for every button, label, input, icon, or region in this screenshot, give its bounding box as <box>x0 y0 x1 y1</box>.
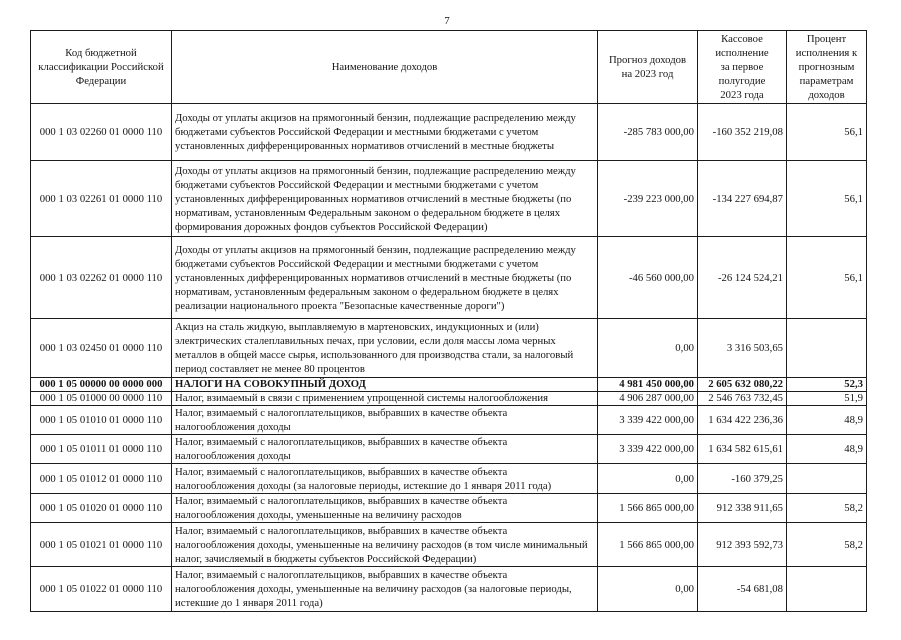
execution-value: 2 605 632 080,22 <box>698 378 787 392</box>
percent-value: 56,1 <box>787 237 867 319</box>
header-line: Кассовое <box>721 33 763 45</box>
budget-code: 000 1 05 01010 01 0000 110 <box>31 406 172 435</box>
income-name-line: установленных дифференцированных нормативов отчислений в местные бюджеты (по <box>175 271 572 284</box>
income-name-line: Налог, взимаемый с налогоплательщиков, выбравших в качестве объекта <box>175 495 508 507</box>
table-row <box>31 104 867 161</box>
table-row <box>31 435 867 464</box>
income-name-line: Налог, взимаемый с налогоплательщиков, выбравших в качестве объекта <box>175 465 508 478</box>
forecast-value: -285 783 000,00 <box>598 104 698 161</box>
income-name-line: НАЛОГИ НА СОВОКУПНЫЙ ДОХОД <box>175 378 366 390</box>
income-name-line: налогообложения доходы, уменьшенные на величину расходов (в том числе минимальный <box>175 538 588 551</box>
execution-value: -160 352 219,08 <box>698 104 787 161</box>
income-name-line: электрических сталеплавильных печах, при условии, если доля массы лома черных <box>175 335 556 347</box>
header-line: полугодие <box>718 75 766 87</box>
income-name <box>172 319 598 378</box>
forecast-value: 1 566 865 000,00 <box>598 523 698 567</box>
budget-code: 000 1 05 01021 01 0000 110 <box>31 523 172 567</box>
percent-value <box>787 319 867 378</box>
budget-code: 000 1 05 01011 01 0000 110 <box>31 435 172 464</box>
income-name-line: формирования дорожных фондов субъектов Российской Федерации) <box>175 220 488 233</box>
income-name-line: налогообложения доходы, уменьшенные на величину расходов <box>175 509 462 521</box>
percent-value: 48,9 <box>787 435 867 464</box>
header-line: Процент <box>806 33 847 45</box>
forecast-value: 4 906 287 000,00 <box>598 392 698 406</box>
percent-value: 51,9 <box>787 392 867 406</box>
income-name <box>172 494 598 523</box>
income-name <box>172 104 598 161</box>
income-name-line: нормативам, установленным федеральным законом о федеральном бюджете в целях <box>175 285 559 298</box>
table-row <box>31 161 867 237</box>
forecast-value: -239 223 000,00 <box>598 161 698 237</box>
income-name-line: Налог, взимаемый с налогоплательщиков, выбравших в качестве объекта <box>175 407 508 419</box>
budget-code: 000 1 05 01012 01 0000 110 <box>31 464 172 494</box>
execution-value: -54 681,08 <box>698 567 787 612</box>
header-line: за первое <box>720 61 764 73</box>
budget-code: 000 1 03 02261 01 0000 110 <box>31 161 172 237</box>
income-name-line: бюджетами субъектов Российской Федерации и местными бюджетами с учетом <box>175 178 539 191</box>
income-name <box>172 392 598 406</box>
percent-value <box>787 464 867 494</box>
income-name <box>172 406 598 435</box>
budget-code: 000 1 05 01000 00 0000 110 <box>31 392 172 406</box>
income-name-line: налогообложения доходы <box>175 421 291 433</box>
forecast-value: 0,00 <box>598 464 698 494</box>
income-name <box>172 378 598 392</box>
income-name-line: налогообложения доходы <box>175 450 291 462</box>
budget-code: 000 1 03 02260 01 0000 110 <box>31 104 172 161</box>
page-number: 7 <box>444 15 450 27</box>
table-row <box>31 319 867 378</box>
budget-code: 000 1 05 00000 00 0000 000 <box>31 378 172 392</box>
execution-value: -134 227 694,87 <box>698 161 787 237</box>
table-row <box>31 567 867 612</box>
percent-value: 56,1 <box>787 161 867 237</box>
header-line: Код бюджетной <box>65 47 137 59</box>
header-line: классификации Российской <box>38 61 164 73</box>
table-row-section <box>31 378 867 392</box>
header-forecast <box>598 31 698 104</box>
header-line: прогнозным <box>798 61 855 73</box>
income-name <box>172 161 598 237</box>
header-name <box>172 31 598 104</box>
income-name-line: налогообложения доходы (за налоговые периоды, истекшие до 1 января 2011 года) <box>175 479 552 492</box>
percent-value: 48,9 <box>787 406 867 435</box>
table-row <box>31 464 867 494</box>
budget-code: 000 1 05 01020 01 0000 110 <box>31 494 172 523</box>
percent-value: 58,2 <box>787 494 867 523</box>
execution-value: 912 338 911,65 <box>698 494 787 523</box>
table-header-row <box>31 31 867 104</box>
execution-value: -26 124 524,21 <box>698 237 787 319</box>
income-name-line: Налог, взимаемый с налогоплательщиков, выбравших в качестве объекта <box>175 524 508 537</box>
income-name-line: период составляет не менее 80 процентов <box>175 363 365 375</box>
forecast-value: 1 566 865 000,00 <box>598 494 698 523</box>
income-name-line: налог, зачисляемый в бюджеты субъектов Российской Федерации) <box>175 552 477 565</box>
income-name-line: налогообложения доходы, уменьшенные на величину расходов (за налоговые периоды, <box>175 583 572 595</box>
income-name-line: реализации национального проекта "Безопасные качественные дороги") <box>175 299 505 312</box>
budget-code: 000 1 03 02262 01 0000 110 <box>31 237 172 319</box>
income-name-line: металлов в общей массе сырья, использованного для производства стали, за налоговый <box>175 349 574 361</box>
header-execution <box>698 31 787 104</box>
execution-value: 3 316 503,65 <box>698 319 787 378</box>
budget-code: 000 1 03 02450 01 0000 110 <box>31 319 172 378</box>
execution-value: -160 379,25 <box>698 464 787 494</box>
execution-value: 1 634 582 615,61 <box>698 435 787 464</box>
income-name-line: установленных дифференцированных нормативов отчислений в местные бюджеты <box>175 140 555 152</box>
income-name-line: нормативам, установленным Федеральным законом о федеральном бюджете в целях <box>175 206 561 219</box>
percent-value <box>787 567 867 612</box>
income-name <box>172 523 598 567</box>
percent-value: 56,1 <box>787 104 867 161</box>
execution-value: 912 393 592,73 <box>698 523 787 567</box>
header-line: исполнения к <box>795 47 858 59</box>
income-name-line: Налог, взимаемый с налогоплательщиков, выбравших в качестве объекта <box>175 436 508 448</box>
income-name <box>172 435 598 464</box>
header-line: Федерации <box>75 75 127 87</box>
income-name-line: Акциз на сталь жидкую, выплавляемую в мартеновских, индукционных и (или) <box>175 321 539 333</box>
income-name-line: Доходы от уплаты акцизов на прямогонный бензин, подлежащие распределению между <box>175 112 576 124</box>
header-line: на 2023 год <box>621 68 674 80</box>
header-line: Прогноз доходов <box>608 54 687 66</box>
table-row <box>31 406 867 435</box>
header-line: параметрам <box>799 75 854 87</box>
percent-value: 58,2 <box>787 523 867 567</box>
income-name-line: Доходы от уплаты акцизов на прямогонный бензин, подлежащие распределению между <box>175 243 576 256</box>
income-name-line: Налог, взимаемый в связи с применением упрощенной системы налогообложения <box>175 392 549 404</box>
header-line: 2023 года <box>720 89 764 101</box>
budget-code: 000 1 05 01022 01 0000 110 <box>31 567 172 612</box>
header-line: исполнение <box>715 47 769 59</box>
forecast-value: 0,00 <box>598 567 698 612</box>
header-percent <box>787 31 867 104</box>
forecast-value: 3 339 422 000,00 <box>598 406 698 435</box>
income-name-line: Налог, взимаемый с налогоплательщиков, выбравших в качестве объекта <box>175 569 508 581</box>
header-code <box>31 31 172 104</box>
forecast-value: 3 339 422 000,00 <box>598 435 698 464</box>
income-name-line: бюджетами субъектов Российской Федерации и местными бюджетами с учетом <box>175 257 539 270</box>
income-name <box>172 237 598 319</box>
income-name-line: установленных дифференцированных нормативов отчислений в местные бюджеты (по <box>175 192 572 205</box>
income-name-line: истекшие до 1 января 2011 года) <box>175 597 323 609</box>
forecast-value: 4 981 450 000,00 <box>598 378 698 392</box>
forecast-value: 0,00 <box>598 319 698 378</box>
income-name <box>172 567 598 612</box>
table-row <box>31 494 867 523</box>
income-name-line: Доходы от уплаты акцизов на прямогонный бензин, подлежащие распределению между <box>175 164 576 177</box>
income-name <box>172 464 598 494</box>
table-row <box>31 237 867 319</box>
forecast-value: -46 560 000,00 <box>598 237 698 319</box>
header-line: Наименование доходов <box>331 61 438 73</box>
execution-value: 2 546 763 732,45 <box>698 392 787 406</box>
execution-value: 1 634 422 236,36 <box>698 406 787 435</box>
percent-value: 52,3 <box>787 378 867 392</box>
header-line: доходов <box>808 89 845 101</box>
table-row <box>31 392 867 406</box>
income-table <box>30 30 867 612</box>
income-name-line: бюджетами субъектов Российской Федерации и местными бюджетами с учетом <box>175 126 539 138</box>
table-row <box>31 523 867 567</box>
